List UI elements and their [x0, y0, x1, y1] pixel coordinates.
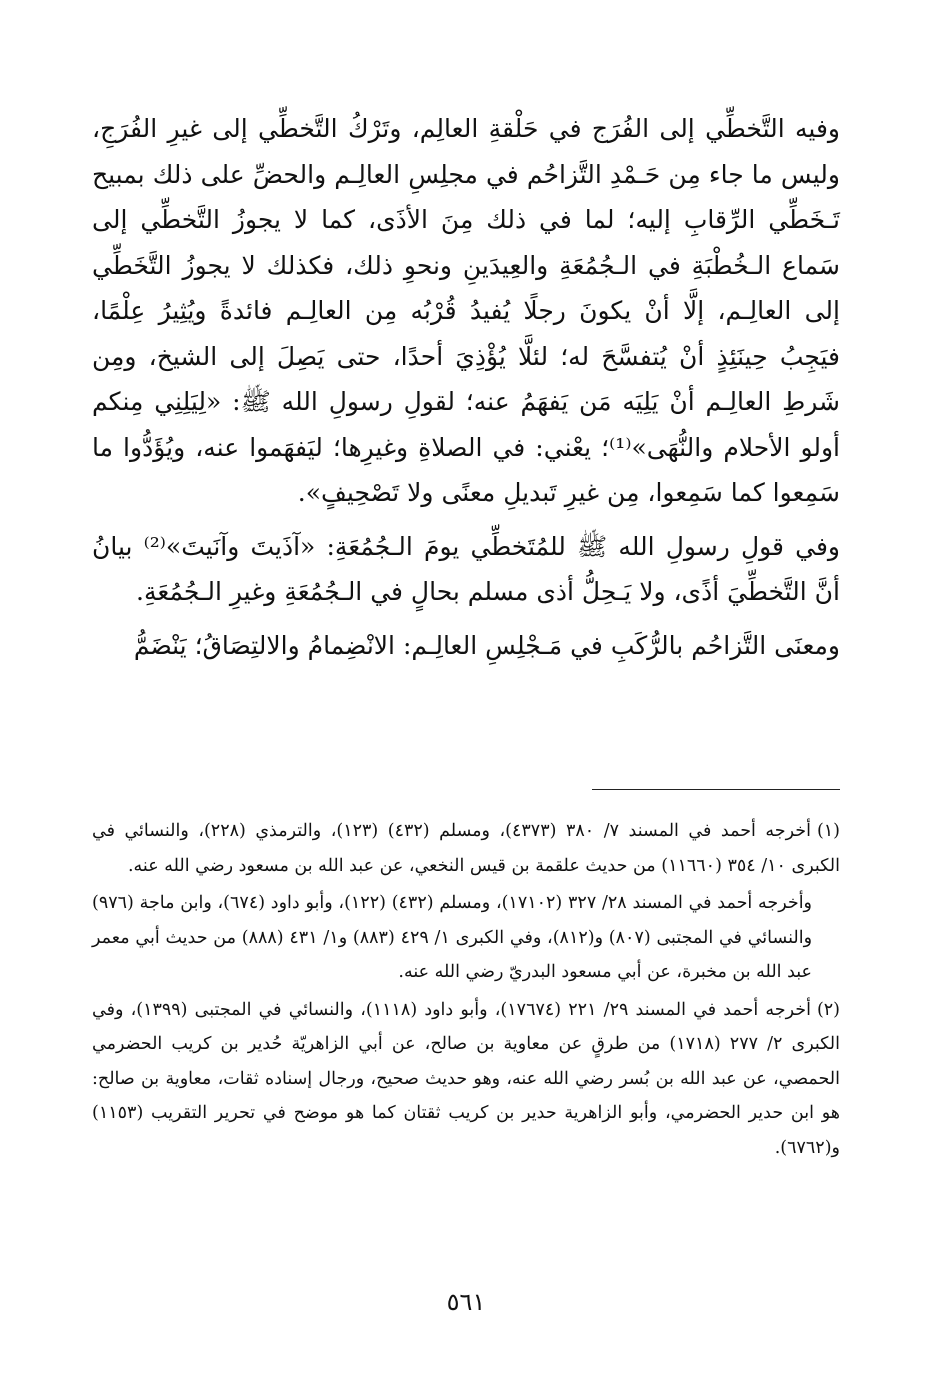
- footnote-marker: (١): [816, 821, 840, 841]
- footnote-1: [92, 814, 840, 883]
- footnote-2: [92, 993, 840, 1166]
- main-text: [92, 106, 840, 668]
- footnote-marker: (٢): [816, 999, 840, 1020]
- footnote-divider: [592, 789, 840, 790]
- paragraph-1: وفيه التَّخطِّي إلى الفُرَج في حَلْقةِ العالِم، وتَرْكُ التَّخطِّي إلى غيرِ الفُرَجِ، وليس ما جاء مِن حَـمْدِ التَّزاحُم في مجلِسِ العالِـم والحضِّ على ذلك بمبيح تَـخَطِّي الرِّقابِ إليه؛ لما في ذلك مِنَ الأذَى، كما لا يجوزُ التَّخطِّي إلى سَماع الـخُطْبَةِ في الـجُمُعَةِ والعِيدَينِ ونحوِ ذلك، فكذلك لا يجوزُ التَّخَطِّي إلى العالِـم، إلَّا أنْ يكونَ رجلًا يُفيدُ قُرْبُه مِن العالِـم فائدةً ويُثِيرُ عِلْمًا، فيَجِبُ حِينَئِذٍ أنْ يُتفسَّحَ له؛ لئلَّا يُؤْذِيَ أحدًا، حتى يَصِلَ إلى الشيخ، ومِن شَرطِ العالِـم أنْ يَلِيَه مَن يَفهَمُ عنه؛ لقولِ رسولِ الله ﷺ: «لِيَلِنِي مِنكم أولو الأحلام والنُّهَى»⁽¹⁾؛ يعْني: في الصلاةِ وغيرِها؛ ليَفهَموا عنه، ويُؤَدُّوا ما سَمِعوا كما سَمِعوا، مِن غيرِ تَبديلِ معنًى ولا تَصْحِيفٍ».: [92, 114, 840, 507]
- footnote-text: أخرجه أحمد في المسند ٧/ ٣٨٠ (٤٣٧٣)، ومسلم (٤٣٢) (١٢٣)، والترمذي (٢٢٨)، والنسائي في الكبرى ١٠/ ٣٥٤ (١١٦٦٠) من حديث علقمة بن قيس النخعي، عن عبد الله بن مسعود رضي الله عنه.: [92, 821, 840, 876]
- footnotes: [92, 814, 840, 1168]
- paragraph-2: وفي قولِ رسولِ الله ﷺ للمُتَخطِّي يومَ الـجُمُعَةِ: «آذَيتَ وآنَيتَ»⁽²⁾ بيانُ أنَّ التَّخطِّيَ أذًى، ولا يَـحِلُّ أذى مسلم بحالٍ في الـجُمُعَةِ وغيرِ الـجُمُعَةِ.: [92, 531, 840, 606]
- footnote-text: أخرجه أحمد في المسند ٢٩/ ٢٢١ (١٧٦٧٤)، وأبو داود (١١١٨)، والنسائي في المجتبى (١٣٩٩)، وفي الكبرى ٢/ ٢٧٧ (١٧١٨) من طرقٍ عن معاوية بن صالح، عن أبي الزاهريّة حُدير بن كريب الحضرمي الحمصي، عن عبد الله بن بُسر رضي الله عنه، وهو حديث صحيح، ورجال إسناده ثقات، معاوية بن صالح: هو ابن حدير الحضرمي، وأبو الزاهرية حدير بن كريب ثقتان كما هو موضح في تحرير التقريب (١١٥٣) و(٦٧٦٢).: [92, 999, 840, 1158]
- paragraph-3: ومعنَى التَّزاحُم بالرُّكَبِ في مَـجْلِسِ العالِـم: الانْضِمامُ والالتِصَاقُ؛ يَنْضَمُّ: [133, 630, 840, 660]
- footnote-1-continuation: وأخرجه أحمد في المسند ٢٨/ ٣٢٧ (١٧١٠٢)، ومسلم (٤٣٢) (١٢٢)، وأبو داود (٦٧٤)، وابن ماجة (٩٧٦) والنسائي في المجتبى (٨٠٧) و(٨١٢)، وفي الكبرى ١/ ٤٢٩ (٨٨٣) و١/ ٤٣١ (٨٨٨) من حديث أبي معمر عبد الله بن مخبرة، عن أبي مسعود البدريّ رضي الله عنه.: [92, 893, 813, 982]
- page-number: ٥٦١: [446, 1288, 486, 1316]
